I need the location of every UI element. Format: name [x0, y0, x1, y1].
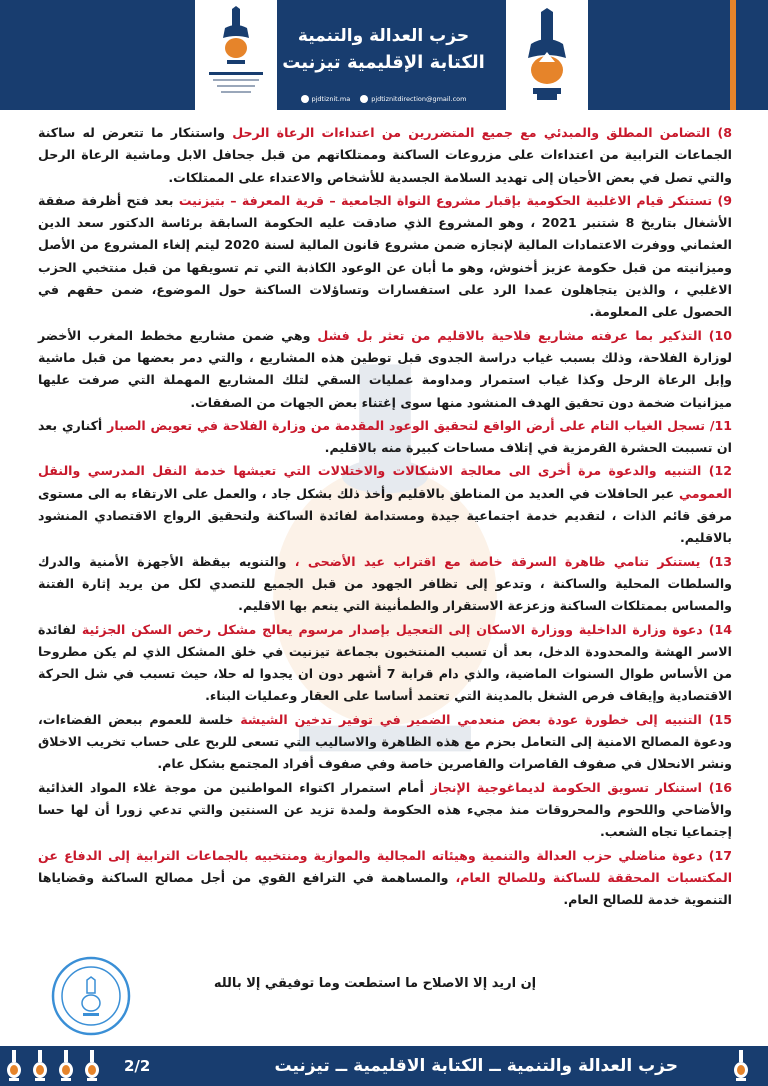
item-12: 12) التنبيه والدعوة مرة أخرى الى معالجة الاشكالات والاختلالات التي تعيشها خدمة النقل المدرسي والنقل العمومي عبر الحافلات في العديد من المناطق بالاقليم وأخذ ذلك بشكل جاد ، والعمل على الارتقاء به الى مستوى مرفق قائم الذات ، لتقديم خدمة اجتماعية جيدة ومستدامة لفائدة الساكنة ولتحقيق الرواج الاقتصادي المنشود بالاقليم. — [38, 463, 732, 546]
item-highlight: التضامن المطلق والمبدئي مع جميع المتضررين من اعتداءات الرعاة الرحل — [232, 125, 711, 140]
item-highlight: يستنكر تنامي ظاهرة السرقة خاصة مع اقتراب عيد الأضحى ، — [294, 553, 701, 569]
item-highlight: استنكار تسويق الحكومة لديماغوجية الإنجاز — [430, 779, 702, 795]
item-11: 11/ تسجل الغياب التام على أرض الواقع لتحقيق الوعود المقدمة من وزارة الفلاحة في تعويض الصبار أكناري بعد ان تسببت الحشرة القرمزية في إتلاف مساحات كبيرة منه بالاقليم. — [38, 417, 733, 456]
facebook-icon — [301, 95, 309, 103]
official-stamp-icon — [50, 955, 132, 1037]
item-16: 16) استنكار تسويق الحكومة لديماغوجية الإنجاز أمام استمرار اكتواء المواطنين من موجة غلاء المواد الغذائية والأضاحي واللحوم والمحروقات منذ مجيء هذه الحكومة ولمدة تزيد عن السنتين والتي تدعي زورا أن لها حسا إجتماعيا تجاه الشعب. — [38, 779, 733, 840]
item-text: وهي ضمن مشاريع مخطط المغرب الأخضر لوزارة الفلاحة، وذلك بسبب غياب دراسة الجدوى قبل توطين هذه المشاريع ، والتي دمر بعضها من قبل ماشية وإبل الرعاة الرحل وكذا غياب استمرار ومداومة عمليات السقي لتلك المشاريع المهملة التي صرفت عليها ميزانيات ضخمة دون تحقيق الهدف المنشود منها سوى إغتناء بعض الجهات من الصفقات. — [38, 327, 732, 410]
header-contacts — [277, 92, 490, 106]
item-highlight: دعوة مناضلي حزب العدالة والتنمية وهيئاته المجالية والموازية ومنتخبيه بالجماعات الترابية إلى الدفاع عن المكتسبات المحققة للساكنة وللصالح العام، — [38, 847, 733, 885]
closing-line: إن اريد إلا الاصلاح ما استطعت وما توفيقي إلا بالله — [213, 976, 537, 991]
item-text: واستنكار ما تتعرض له ساكنة الجماعات الترابية من اعتداءات على مزروعات الساكنة وممتلكاتهم من قبل جحافل الابل وماشية الرعاة الرحل والتي تصل في بعض الأحيان إلى تهديد السلامة الجسدية للأشخاص والاعتداء على الممتلكات. — [38, 125, 732, 185]
item-10: 10) التذكير بما عرفته مشاريع فلاحية بالاقليم من تعثر بل فشل وهي ضمن مشاريع مخطط المغرب الأخضر لوزارة الفلاحة، وذلك بسبب غياب دراسة الجدوى قبل توطين هذه المشاريع ، والتي دمر بعضها من قبل ماشية وإبل الرعاة الرحل وكذا غياب استمرار ومداومة عمليات السقي لتلك المشاريع المهملة التي صرفت عليها ميزانيات ضخمة دون تحقيق الهدف المنشود منها سوى إغتناء بعض الجهات من الصفقات. — [38, 327, 732, 410]
item-highlight: التنبيه إلى خطورة عودة بعض منعدمي الضمير في توفير تدخين الشيشة — [240, 711, 702, 727]
footer-lamp-icons — [0, 1048, 120, 1084]
item-13: 13) يستنكر تنامي ظاهرة السرقة خاصة مع اقتراب عيد الأضحى ، والتنويه بيقظة الأجهزة الأمنية والدرك والسلطات المحلية والساكنة ، وتدعو إلى تظافر الجهود من قبل الجميع للتصدي لكل من يريد إثارة الفتنة والمساس بممتلكات الساكنة وزعزعة الاستقرار والطمأنينة التي ينعم بها الاقليم. — [38, 553, 733, 614]
item-15: 15) التنبيه إلى خطورة عودة بعض منعدمي الضمير في توفير تدخين الشيشة خلسة للعموم ببعض الفضاءات، ودعوة المصالح الامنية إلى التعامل بحزم مع هذه الظاهرة والاساليب التي تسعى للربح على حساب تخريب الاخلاق ونشر الانحلال في صفوف القاصرات والقاصرين خاصة وفي صفوف أفراد المجتمع بشكل عام. — [38, 711, 732, 772]
item-highlight: التذكير بما عرفته مشاريع فلاحية بالاقليم من تعثر بل فشل — [317, 327, 702, 343]
item-text: والمساهمة في الترافع القوي من أجل مصالح الساكنة وقضاياها التنموية خدمة للصالح العام. — [38, 869, 732, 908]
item-highlight: دعوة وزارة الداخلية ووزارة الاسكان إلى التعجيل بإصدار مرسوم يعالج مشكل رخص السكن الجزئية — [81, 621, 703, 637]
header-title-line2: الكتابة الإقليمية تيزنيت — [282, 52, 485, 73]
item-text: والتنويه بيقظة الأجهزة الأمنية والدرك والسلطات المحلية والساكنة ، وتدعو إلى تظافر الجهود من قبل الجميع للتصدي لكل من يريد إثارة الفتنة والمساس بممتلكات الساكنة وزعزعة الاستقرار والطمأنينة التي ينعم بها الاقليم. — [38, 553, 732, 614]
email-icon — [360, 95, 368, 103]
facebook-handle: pjdtiznit.ma — [311, 95, 351, 103]
email-contact[interactable] — [360, 92, 466, 106]
footer-lamp-right-icon — [726, 1048, 756, 1084]
header-accent-stripe — [730, 0, 736, 110]
party-lamp-logo-small-icon — [195, 0, 277, 110]
header-logo-right — [506, 0, 588, 110]
item-17: 17) دعوة مناضلي حزب العدالة والتنمية وهيئاته المجالية والموازية ومنتخبيه بالجماعات الترابية إلى الدفاع عن المكتسبات المحققة للساكنة وللصالح العام، والمساهمة في الترافع القوي من أجل مصالح الساكنة وقضاياها التنموية خدمة للصالح العام. — [38, 847, 733, 908]
item-text: أكناري بعد ان تسببت الحشرة القرمزية في إتلاف مساحات كبيرة منه بالاقليم. — [38, 417, 732, 456]
footer-text: حزب العدالة والتنمية ــ الكتابة الاقليمية ــ تيزنيت — [274, 1056, 678, 1076]
email-address: pjdtiznitdirection@gmail.com — [371, 95, 467, 103]
item-highlight: تسجل الغياب التام على أرض الواقع لتحقيق الوعود المقدمة من وزارة الفلاحة في تعويض الصبار — [107, 417, 706, 433]
item-8: 8) التضامن المطلق والمبدئي مع جميع المتضررين من اعتداءات الرعاة الرحل واستنكار ما تتعرض له ساكنة الجماعات الترابية من اعتداءات على مزروعات الساكنة وممتلكاتهم من قبل جحافل الابل وماشية الرعاة الرحل والتي تصل في بعض الأحيان إلى تهديد السلامة الجسدية للأشخاص والاعتداء على الممتلكات. — [38, 125, 733, 185]
header-title — [277, 24, 490, 77]
item-highlight: تستنكر قيام الاغلبية الحكومية بإقبار مشروع النواة الجامعية – قرية المعرفة – بتيزنيت — [178, 192, 713, 208]
item-highlight: التنبيه والدعوة مرة أخرى الى معالجة الاشكالات والاختلالات التي تعيشها خدمة النقل المدرسي والنقل العمومي — [38, 463, 732, 501]
page-number: 2/2 — [124, 1057, 151, 1075]
page-header — [0, 0, 768, 110]
statement-body — [38, 122, 732, 911]
item-text: لفائدة الاسر الهشة والمحدودة الدخل، بعد أن تسبب المنتخبون بجماعة تيزنيت في خلق المشكل الذي لم يكن مطروحا من الأساس طوال السنوات الماضية، والذي دام قرابة 7 أشهر دون ان يجدوا له حلا، حيث تسبب في شل الحركة الاقتصادية وإيقاف فرص الشغل بالمدينة التي تعتمد أساسا على العقار وعمليات البناء. — [38, 621, 732, 704]
facebook-contact[interactable] — [301, 92, 351, 106]
item-9: 9) تستنكر قيام الاغلبية الحكومية بإقبار مشروع النواة الجامعية – قرية المعرفة – بتيزنيت بعد فتح أظرفة صفقة الأشغال بتاريخ 8 شتنبر 2021 ، وهو المشروع الذي صادقت عليه الحكومة السابقة برئاسة الدكتور سعد الدين العثماني ووفرت الاعتمادات المالية لإنجازه ضمن مشروع قانون المالية لسنة 2020 ليتم إلغاء المشروع من الأصل وميزانيته من قبل حكومة عزيز أخنوش، وهو ما أبان عن الوعود الكاذبة التي تم تسويقها من قبل منتخبي الحزب الاغلبي ، والذين يتجاهلون عمدا الرد على استفسارات وتساؤلات الساكنة حول الموضوع، ضمن حقهم في الحصول على المعلومة. — [38, 192, 733, 320]
item-text: أمام استمرار اكتواء المواطنين من موجة غلاء المواد الغذائية والأضاحي واللحوم والمحروقات منذ مجيء هذه الحكومة ولمدة تزيد عن السنتين والتي تدعي زورا أن لها حسا إجتماعيا تجاه الشعب. — [38, 779, 732, 840]
item-text: بعد فتح أظرفة صفقة الأشغال بتاريخ 8 شتنبر 2021 ، وهو المشروع الذي صادقت عليه الحكومة السابقة برئاسة الدكتور سعد الدين العثماني ووفرت الاعتمادات المالية لإنجازه ضمن مشروع قانون المالية لسنة 2020 ليتم إلغاء المشروع من الأصل وميزانيته من قبل حكومة عزيز أخنوش، وهو ما أبان عن الوعود الكاذبة التي تم تسويقها من قبل منتخبي الحزب الاغلبي ، والذين يتجاهلون عمدا الرد على استفسارات وتساؤلات الساكنة حول الموضوع، ضمن حقهم في الحصول على المعلومة. — [38, 192, 733, 320]
header-logo-left — [195, 0, 277, 110]
item-text: عبر الحافلات في العديد من المناطق بالاقليم وأخذ ذلك بشكل جاد ، والعمل على الارتقاء به الى مستوى مرفق قائم الذات ، لتقديم خدمة اجتماعية جيدة ومستدامة لفائدة الساكنة ولتحقيق الرواج الاقتصادي المنشود بالاقليم. — [38, 485, 732, 546]
item-14: 14) دعوة وزارة الداخلية ووزارة الاسكان إلى التعجيل بإصدار مرسوم يعالج مشكل رخص السكن الجزئية لفائدة الاسر الهشة والمحدودة الدخل، بعد أن تسبب المنتخبون بجماعة تيزنيت في خلق المشكل الذي لم يكن مطروحا من الأساس طوال السنوات الماضية، والذي دام قرابة 7 أشهر دون ان يجدوا له حلا، حيث تسبب في شل الحركة الاقتصادية وإيقاف فرص الشغل بالمدينة التي تعتمد أساسا على العقار وعمليات البناء. — [38, 621, 732, 704]
party-lamp-logo-icon — [506, 0, 588, 110]
item-text: خلسة للعموم ببعض الفضاءات، ودعوة المصالح الامنية إلى التعامل بحزم مع هذه الظاهرة والاساليب التي تسعى للربح على حساب تخريب الاخلاق ونشر الانحلال في صفوف القاصرات والقاصرين خاصة وفي صفوف أفراد المجتمع بشكل عام. — [38, 711, 732, 772]
header-title-line1: حزب العدالة والتنمية — [297, 26, 470, 46]
